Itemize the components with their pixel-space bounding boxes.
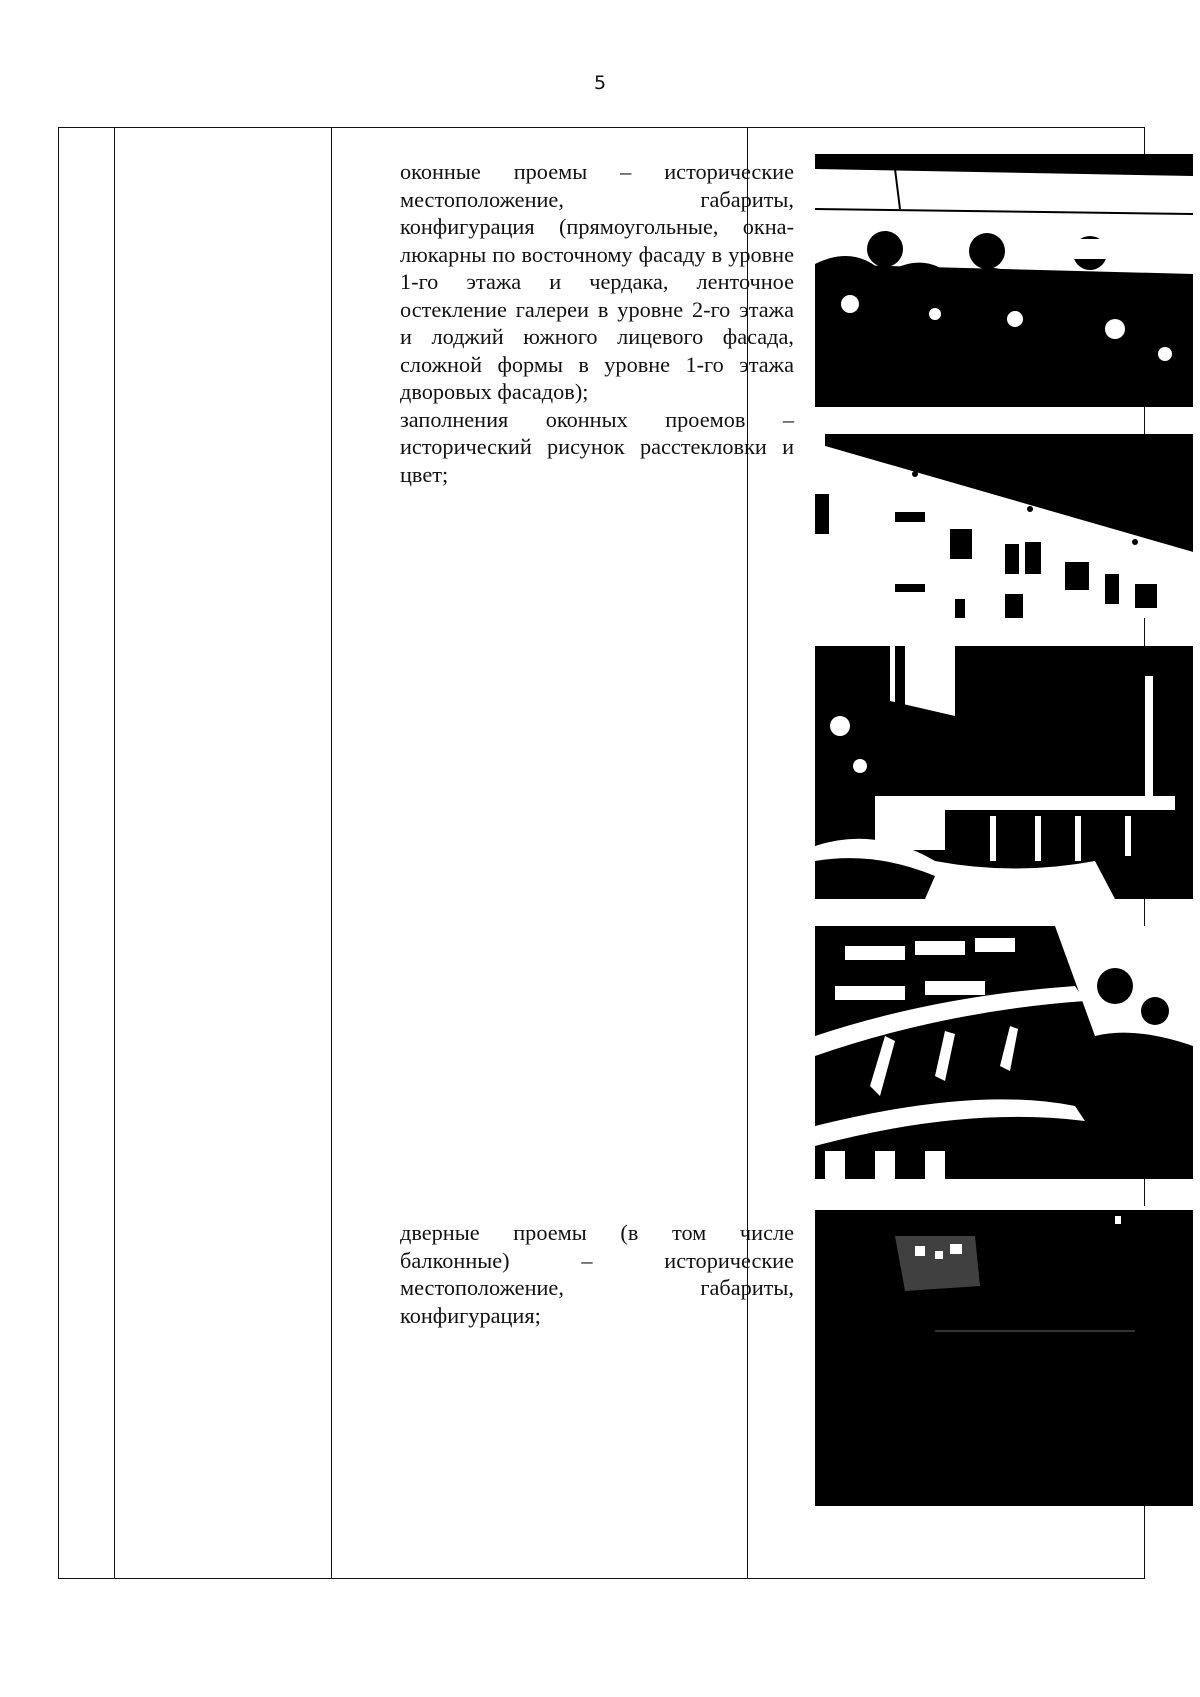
windows-description xyxy=(400,158,794,488)
column-divider xyxy=(331,128,332,1578)
entrance-door-photo xyxy=(815,1206,1193,1506)
protection-subject-table xyxy=(58,127,1145,1579)
page-number: 5 xyxy=(593,72,607,94)
windows-openings-text: оконные проемы – исторические местоположение, габариты, конфигурация (прямоугольные, окна-люкарны по восточному фасаду в уровне 1-го этажа и чердака, ленточное остекление галереи в уровне 2-го этажа и лоджий южного лицевого фасада, сложной формы в уровне 1-го этажа дворовых фасадов); xyxy=(400,159,794,404)
facade-photo-ribbon-windows xyxy=(815,434,1193,618)
doors-description xyxy=(400,1219,794,1329)
window-fill-text: заполнения оконных проемов – исторический рисунок расстекловки и цвет; xyxy=(400,406,794,487)
facade-photo-balconies xyxy=(815,926,1193,1179)
facade-photo-dormers xyxy=(815,154,1193,407)
facade-photo-gallery xyxy=(815,646,1193,899)
doors-openings-text: дверные проемы (в том числе балконные) – исторические местоположение, габариты, конфигурация; xyxy=(400,1220,794,1328)
column-divider xyxy=(114,128,115,1578)
